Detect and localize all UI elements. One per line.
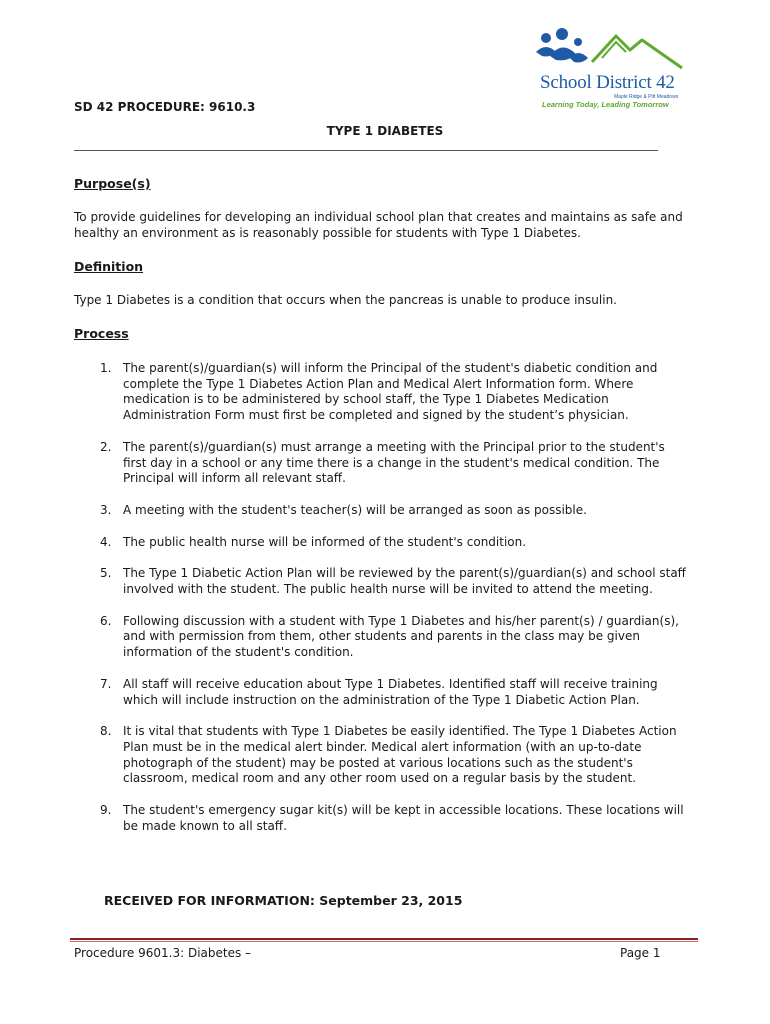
- item-text: The Type 1 Diabetic Action Plan will be reviewed by the parent(s)/guardian(s) and school staff involved with the student. The public health nurse will be invited to attend the meeting.: [123, 566, 686, 597]
- item-text: A meeting with the student's teacher(s) will be arranged as soon as possible.: [123, 502, 587, 517]
- item-number: 9.: [100, 803, 112, 818]
- item-number: 5.: [100, 566, 112, 581]
- footer-procedure: Procedure 9601.3: Diabetes –: [74, 946, 252, 960]
- process-list: [100, 361, 690, 850]
- list-item: [100, 614, 690, 661]
- header-divider: [74, 150, 658, 151]
- logo-subtitle: Maple Ridge & Pitt Meadows: [614, 94, 679, 100]
- logo-name: School District 42: [540, 72, 675, 93]
- item-number: 4.: [100, 534, 112, 549]
- item-text: The student's emergency sugar kit(s) will be kept in accessible locations. These locations will be made known to all staff.: [123, 803, 684, 833]
- item-text: The public health nurse will be informed of the student's condition.: [123, 534, 527, 549]
- item-number: 3.: [100, 502, 112, 517]
- procedure-number: SD 42 PROCEDURE: 9610.3: [74, 100, 256, 114]
- item-number: 1.: [100, 361, 112, 375]
- list-item: [100, 440, 690, 487]
- list-item: [100, 803, 690, 834]
- school-district-logo: [532, 28, 702, 112]
- received-date: RECEIVED FOR INFORMATION: September 23, 2015: [104, 893, 463, 908]
- footer-divider-thin: [70, 941, 698, 942]
- item-text: Following discussion with a student with Type 1 Diabetes and his/her parent(s) / guardian(s), and with permission from them, other students and parents in the class may be given information of the student's condition.: [123, 613, 679, 660]
- item-text: The parent(s)/guardian(s) must arrange a meeting with the Principal prior to the student's first day in a school or any time there is a change in the student's medical condition. The Principal will inform all relevant staff.: [123, 439, 665, 486]
- item-number: 7.: [100, 676, 112, 691]
- document-title: TYPE 1 DIABETES: [326, 124, 444, 138]
- definition-heading: Definition: [74, 259, 144, 274]
- item-text: It is vital that students with Type 1 Diabetes be easily identified. The Type 1 Diabetes Action Plan must be in the medical alert binder. Medical alert information (with an up-to-date photograph of the student) may be posted at various locations such as the student's classroom, medical room and any other room used on a regular basis by the student.: [123, 724, 677, 786]
- logo-figures-icon: [532, 28, 702, 78]
- footer-page-number: Page 1: [620, 946, 661, 960]
- definition-text: Type 1 Diabetes is a condition that occurs when the pancreas is unable to produce insulin.: [74, 293, 617, 307]
- footer-divider: [70, 938, 698, 940]
- list-item: [100, 724, 690, 787]
- process-heading: Process: [74, 326, 129, 341]
- purpose-heading: Purpose(s): [74, 176, 151, 191]
- logo-tagline: Learning Today, Leading Tomorrow: [542, 100, 669, 109]
- item-text: All staff will receive education about Type 1 Diabetes. Identified staff will receive training which will include instruction on the administration of the Type 1 Diabetic Action Plan.: [123, 676, 658, 707]
- list-item: [100, 677, 690, 708]
- item-number: 6.: [100, 613, 112, 628]
- purpose-text: To provide guidelines for developing an individual school plan that creates and maintains as safe and healthy an environment as is reasonably possible for students with Type 1 Diabetes.: [74, 210, 683, 240]
- list-item: [100, 535, 690, 551]
- list-item: [100, 566, 690, 597]
- item-number: 8.: [100, 724, 112, 739]
- list-item: [100, 361, 690, 424]
- item-number: 2.: [100, 439, 112, 454]
- item-text: The parent(s)/guardian(s) will inform the Principal of the student's diabetic condition and complete the Type 1 Diabetes Action Plan and Medical Alert Information form. Where medication is to be administered by school staff, the Type 1 Diabetes Medication Administration Form must first be completed and signed by the student’s physician.: [123, 361, 658, 423]
- list-item: [100, 503, 690, 519]
